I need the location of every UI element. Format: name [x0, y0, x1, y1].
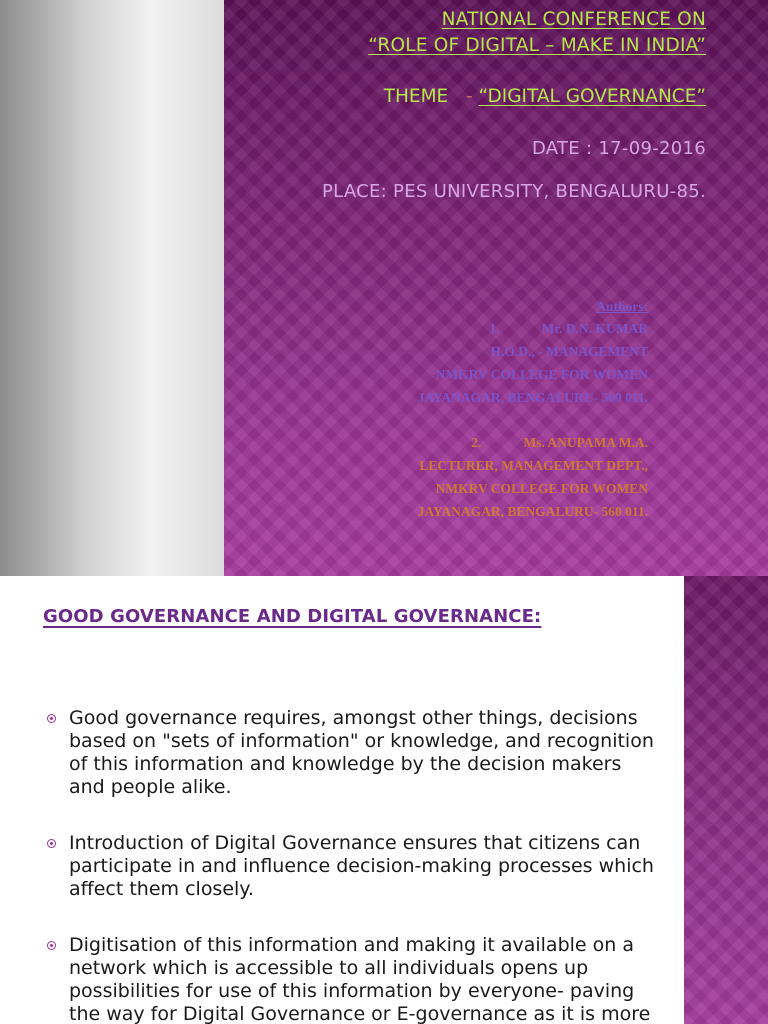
- theme-line: [384, 86, 706, 107]
- conference-title-line1: NATIONAL CONFERENCE ON: [441, 9, 706, 30]
- author1-name-line: [490, 321, 648, 337]
- bullet-2-line-2: participate in and influence decision-making processes which: [69, 855, 654, 877]
- conference-title-line2: “ROLE OF DIGITAL – MAKE IN INDIA”: [368, 35, 706, 56]
- author1-role: H.O.D., - MANAGEMENT: [490, 344, 648, 359]
- author1-number: 1.: [489, 321, 500, 336]
- conference-place: PLACE: PES UNIVERSITY, BENGALURU-85.: [321, 181, 706, 202]
- author1-college: NMKRV COLLEGE FOR WOMEN: [435, 367, 648, 382]
- bullet-1-line-3: of this information and knowledge by the decision makers: [69, 753, 622, 775]
- theme-dash: -: [465, 86, 473, 107]
- bullet-item-3: [69, 934, 729, 1024]
- author2-name: Ms. ANUPAMA M.A.: [523, 435, 648, 450]
- author2-college: NMKRV COLLEGE FOR WOMEN: [435, 481, 648, 496]
- bullet-2-line-3: affect them closely.: [69, 878, 254, 900]
- bullet-item-2: [69, 832, 729, 901]
- circle-dot-bullet-icon: [47, 941, 56, 950]
- slide-heading: GOOD GOVERNANCE AND DIGITAL GOVERNANCE:: [43, 606, 542, 627]
- bullet-1-line-4: and people alike.: [69, 776, 232, 798]
- author1-address: JAYANAGAR, BENGALURU- 560 011.: [417, 390, 648, 405]
- conference-date: DATE : 17-09-2016: [531, 138, 706, 159]
- bullet-3-line-3: possibilities for use of this information by everyone- paving: [69, 980, 635, 1002]
- bullet-item-1: [69, 707, 729, 799]
- bullet-3-line-4: the way for Digital Governance or E-governance as it is more: [69, 1003, 651, 1024]
- author1-name: Mr. D.N. KUMAR: [541, 321, 648, 336]
- bullet-3-line-1: Digitisation of this information and making it available on a: [69, 934, 634, 956]
- grey-side-panel: [0, 0, 224, 576]
- author2-role: LECTURER, MANAGEMENT DEPT.,: [419, 458, 648, 473]
- bullet-3-line-2: network which is accessible to all individuals opens up: [69, 957, 589, 979]
- content-slide: [0, 576, 768, 1024]
- author2-name-line: [471, 435, 648, 451]
- theme-value: “DIGITAL GOVERNANCE”: [478, 86, 706, 107]
- bullet-1-line-1: Good governance requires, amongst other things, decisions: [69, 707, 638, 729]
- authors-label: [596, 299, 648, 315]
- author2-address: JAYANAGAR, BENGALURU- 560 011.: [417, 504, 648, 519]
- author2-number: 2.: [471, 435, 482, 450]
- bullet-1-line-2: based on "sets of information" or knowledge, and recognition: [69, 730, 654, 752]
- bullet-2-line-1: Introduction of Digital Governance ensures that citizens can: [69, 832, 641, 854]
- theme-label: THEME: [383, 86, 449, 107]
- authors-label-text: Authors:: [596, 299, 648, 314]
- circle-dot-bullet-icon: [47, 714, 56, 723]
- circle-dot-bullet-icon: [47, 839, 56, 848]
